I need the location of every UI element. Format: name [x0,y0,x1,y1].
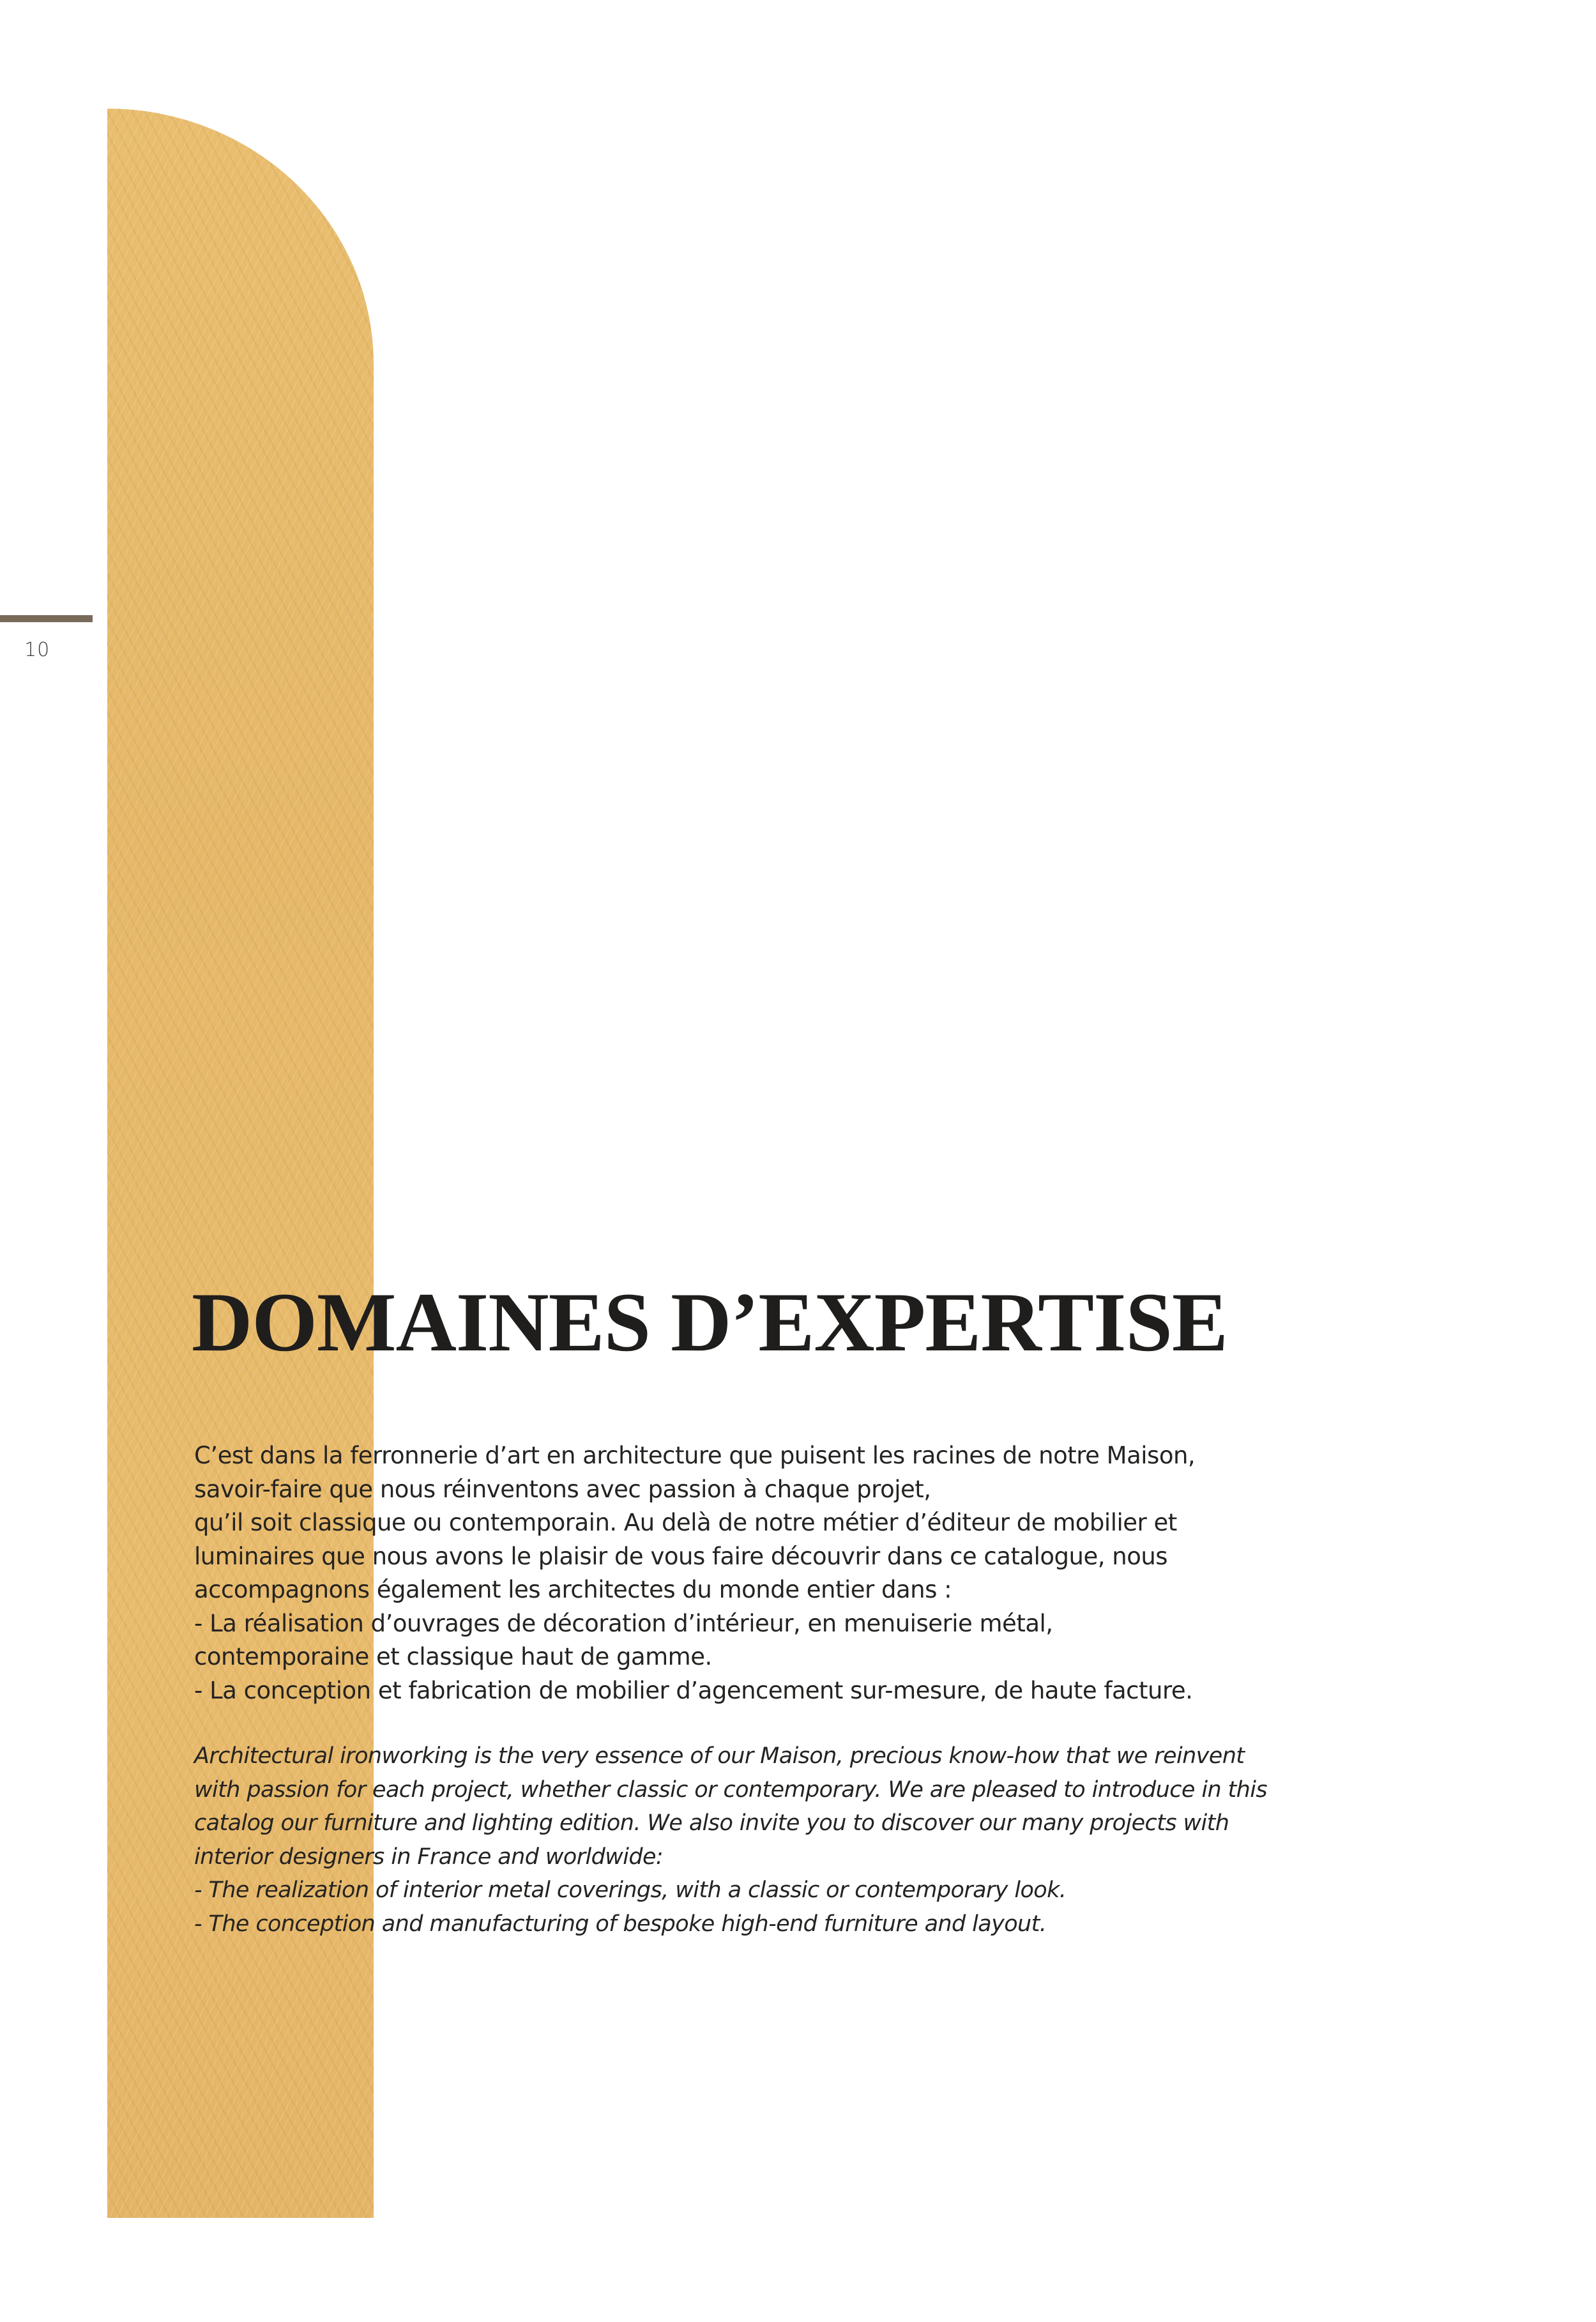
english-line: with passion for each project, whether classic or contemporary. We are pleased to introduce in this [194,1776,1268,1803]
page-number: 10 [24,639,50,661]
french-line: - La réalisation d’ouvrages de décoration d’intérieur, en menuiserie métal, [194,1609,1053,1637]
french-line: savoir-faire que nous réinventons avec passion à chaque projet, [194,1475,931,1503]
english-line: - The conception and manufacturing of bespoke high-end furniture and layout. [194,1911,1047,1937]
french-line: accompagnons également les architectes du monde entier dans : [194,1576,952,1603]
english-paragraph [194,1739,1267,1941]
french-line: qu’il soit classique ou contemporain. Au delà de notre métier d’éditeur de mobilier et [194,1509,1177,1536]
page-title: DOMAINES D’EXPERTISE [192,1275,1227,1370]
french-line: C’est dans la ferronnerie d’art en architecture que puisent les racines de notre Maison, [194,1442,1196,1469]
french-line: - La conception et fabrication de mobilier d’agencement sur-mesure, de haute facture. [194,1676,1193,1704]
english-line: catalog our furniture and lighting edition. We also invite you to discover our many projects with [194,1810,1229,1836]
english-line: Architectural ironworking is the very essence of our Maison, precious know-how that we reinvent [194,1743,1245,1769]
page-number-rule [0,615,93,622]
french-paragraph [194,1439,1267,1707]
french-line: contemporaine et classique haut de gamme. [194,1643,712,1670]
french-line: luminaires que nous avons le plaisir de vous faire découvrir dans ce catalogue, nous [194,1542,1168,1570]
english-line: - The realization of interior metal coverings, with a classic or contemporary look. [194,1877,1067,1903]
english-line: interior designers in France and worldwide: [194,1844,664,1870]
